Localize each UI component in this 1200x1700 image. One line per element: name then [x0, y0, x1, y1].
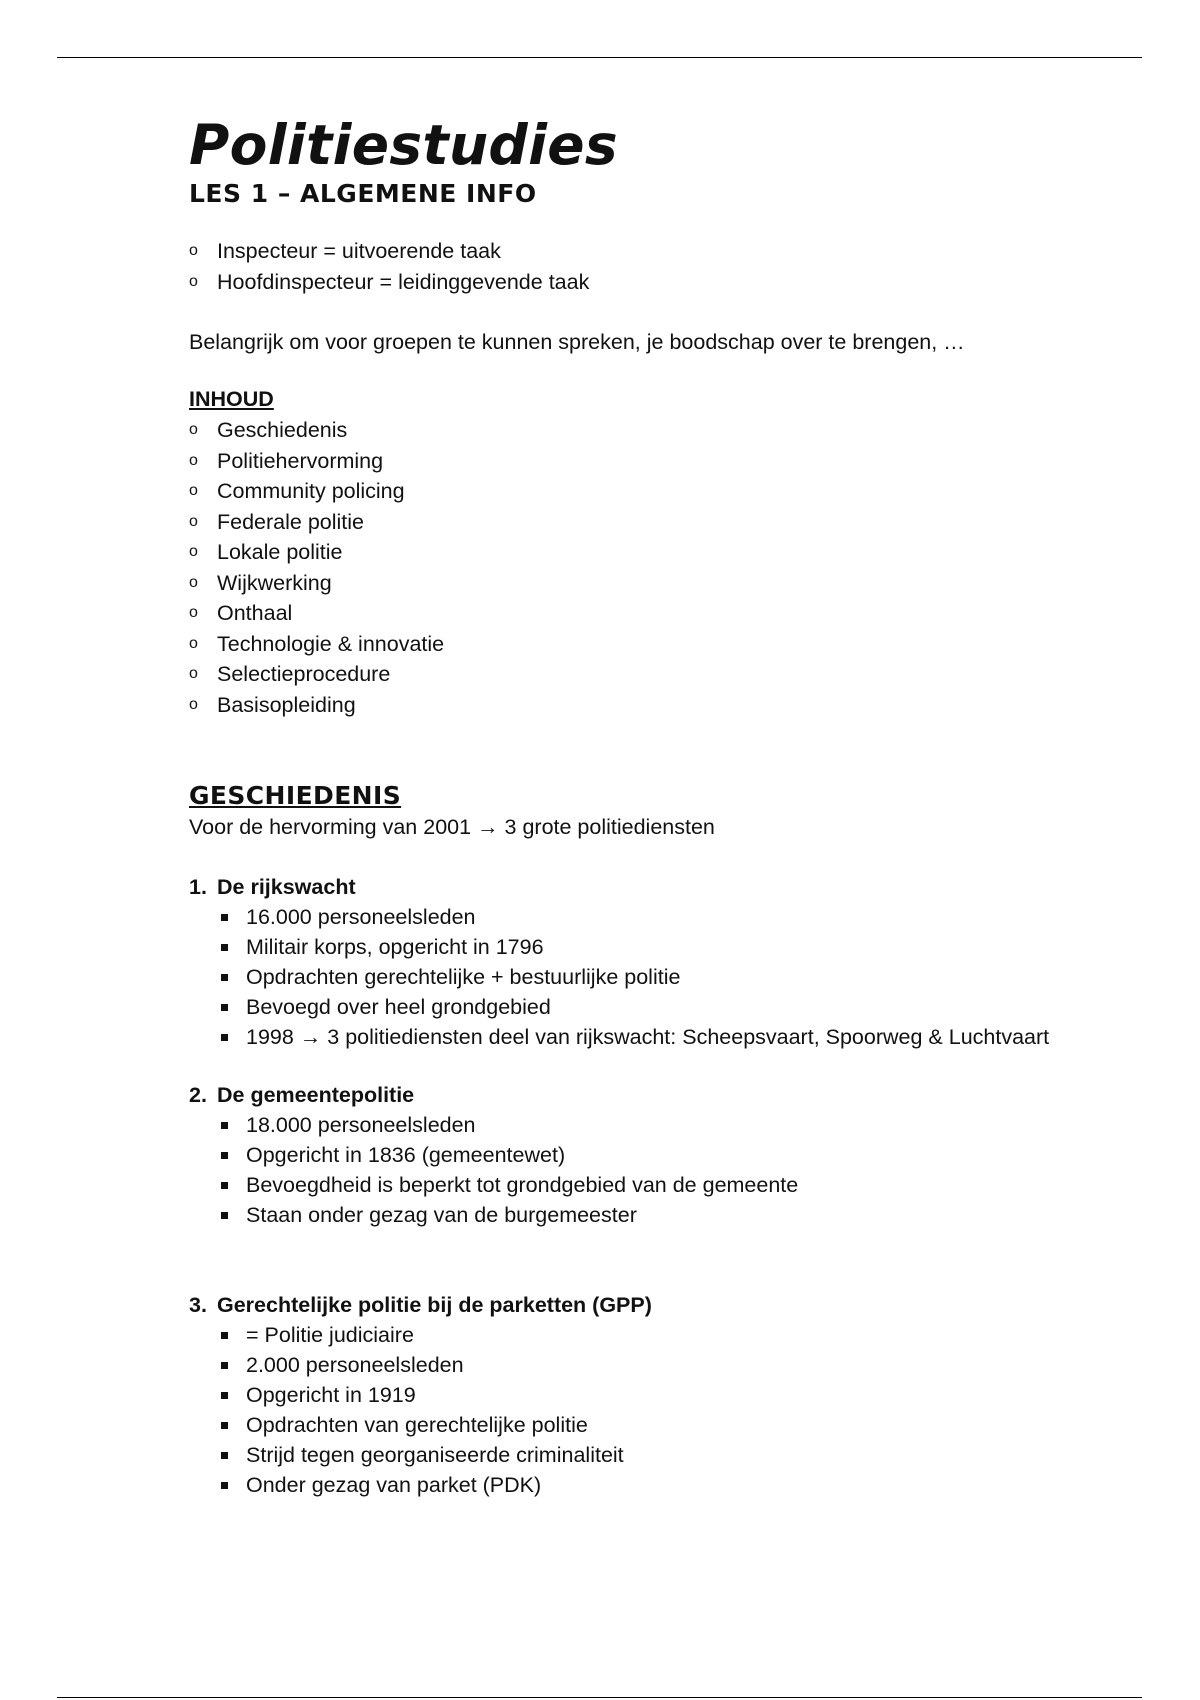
circle-bullet-icon: o [189, 604, 198, 621]
list-item: o Technologie & innovatie [189, 629, 1089, 660]
document-subtitle: LES 1 – ALGEMENE INFO [189, 179, 537, 208]
list-item: Onder gezag van parket (PDK) [218, 1470, 1089, 1500]
circle-bullet-icon: o [189, 543, 198, 560]
square-bullet-icon [221, 1362, 228, 1369]
list-item: Staan onder gezag van de burgemeester [218, 1200, 1089, 1230]
inhoud-heading: INHOUD [189, 387, 274, 411]
list-item: Opgericht in 1836 (gemeentewet) [218, 1140, 1089, 1170]
list-item: Strijd tegen georganiseerde criminaliteit [218, 1440, 1089, 1470]
square-bullet-icon [221, 1212, 228, 1219]
square-bullet-icon [221, 1422, 228, 1429]
list-item: 1998 → 3 politiediensten deel van rijkswacht: Scheepsvaart, Spoorweg & Luchtvaart [218, 1022, 1089, 1052]
list-item: o Politiehervorming [189, 446, 1089, 477]
square-bullet-icon [221, 1034, 228, 1041]
circle-bullet-icon: o [189, 482, 198, 499]
square-bullet-icon [221, 1392, 228, 1399]
document-body [189, 112, 1089, 1500]
circle-bullet-icon: o [189, 242, 198, 259]
circle-bullet-icon: o [189, 665, 198, 682]
gpp-list [189, 1320, 1089, 1500]
inhoud-list [189, 415, 1089, 720]
list-item: o Basisopleiding [189, 690, 1089, 721]
square-bullet-icon [221, 1122, 228, 1129]
circle-bullet-icon: o [189, 272, 198, 290]
square-bullet-icon [221, 1482, 228, 1489]
list-item: Opgericht in 1919 [218, 1380, 1089, 1410]
circle-bullet-icon: o [189, 573, 198, 591]
square-bullet-icon [221, 1452, 228, 1459]
list-item: o Onthaal [189, 598, 1089, 629]
list-item: Bevoegd over heel grondgebied [218, 992, 1089, 1022]
square-bullet-icon [221, 944, 228, 951]
circle-bullet-icon: o [189, 451, 198, 469]
geschiedenis-intro: Voor de hervorming van 2001 → 3 grote politiediensten [189, 815, 715, 839]
list-item: = Politie judiciaire [218, 1320, 1089, 1350]
list-item: o Community policing [189, 476, 1089, 507]
circle-bullet-icon: o [189, 695, 198, 713]
square-bullet-icon [221, 1182, 228, 1189]
square-bullet-icon [221, 914, 228, 921]
list-item: 2.000 personeelsleden [218, 1350, 1089, 1380]
section-heading-rijkswacht: 1. De rijkswacht [189, 875, 356, 899]
list-item: Opdrachten gerechtelijke + bestuurlijke politie [218, 962, 1089, 992]
section-heading-gemeentepolitie: 2. De gemeentepolitie [189, 1083, 415, 1107]
square-bullet-icon [221, 1004, 228, 1011]
list-item: Bevoegdheid is beperkt tot grondgebied van de gemeente [218, 1170, 1089, 1200]
list-item: 16.000 personeelsleden [218, 902, 1089, 932]
circle-bullet-icon: o [189, 421, 198, 438]
section-heading-gpp: 3. Gerechtelijke politie bij de parketten (GPP) [189, 1293, 652, 1317]
list-item: o Hoofdinspecteur = leidinggevende taak [189, 267, 1089, 298]
list-item: o Wijkwerking [189, 568, 1089, 599]
document-title: Politiestudies [189, 113, 618, 177]
geschiedenis-heading: GESCHIEDENIS [189, 781, 402, 810]
list-item: o Inspecteur = uitvoerende taak [189, 236, 1089, 267]
rijkswacht-list [189, 902, 1089, 1052]
square-bullet-icon [221, 1152, 228, 1159]
list-item: Militair korps, opgericht in 1796 [218, 932, 1089, 962]
list-item: o Lokale politie [189, 537, 1089, 568]
gemeentepolitie-list [189, 1110, 1089, 1230]
footer-rule [57, 1697, 1142, 1698]
list-item: o Selectieprocedure [189, 659, 1089, 690]
list-item: o Federale politie [189, 507, 1089, 538]
list-item: 18.000 personeelsleden [218, 1110, 1089, 1140]
square-bullet-icon [221, 974, 228, 981]
intro-paragraph: Belangrijk om voor groepen te kunnen spreken, je boodschap over te brengen, … [189, 330, 965, 354]
square-bullet-icon [221, 1332, 228, 1339]
circle-bullet-icon: o [189, 634, 198, 652]
header-rule [57, 57, 1142, 58]
list-item: o Geschiedenis [189, 415, 1089, 446]
list-item: Opdrachten van gerechtelijke politie [218, 1410, 1089, 1440]
roles-list [189, 236, 1089, 297]
circle-bullet-icon: o [189, 512, 198, 530]
